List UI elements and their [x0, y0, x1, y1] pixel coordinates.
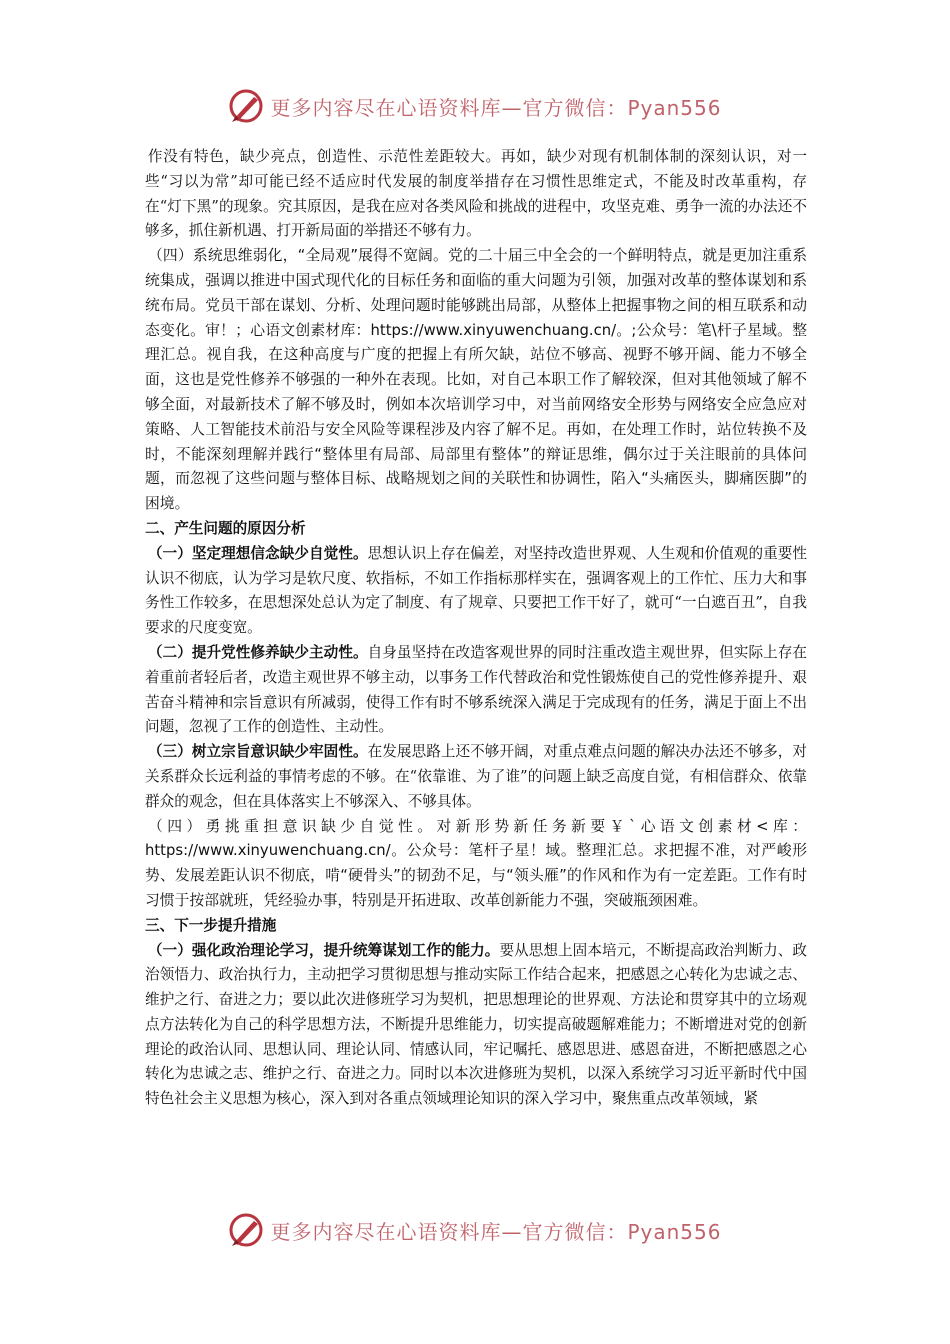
paragraph-7: （四）勇挑重担意识缺少自觉性。对新形势新任务新要￥`心语文创素材<库：https://www.xinyuwenchuang.cn/。公众号：笔杆子星！域。整理汇总。求把握不准，对严峻形势、发展差距认识不彻底，啃“硬骨头”的韧劲不足，与“领头雁”的作风和作为有一定差距。工作有时习惯于按部就班，凭经验办事，特别是开拓进取、改革创新能力不强，突破瓶颈困难。: [145, 817, 807, 909]
paragraph-5-text: 自身虽坚持在改造客观世界的同时注重改造主观世界，但实际上存在着重前者轻后者，改造主观世界不够主动，以事务工作代替政治和党性锻炼使自己的党性修养提升、艰苦奋斗精神和宗旨意识有所减弱，使得工作有时不够系统深入满足于完成现有的任务，满足于面上不出问题，忽视了工作的创造性、主动性。: [145, 643, 807, 736]
paragraph-1: 作没有特色，缺少亮点，创造性、示范性差距较大。再如，缺少对现有机制体制的深刻认识，对一些“习以为常”却可能已经不适应时代发展的制度举措存在习惯性思维定式，不能及时改革重构，存在“灯下黑”的现象。究其原因，是我在应对各类风险和挑战的进程中，攻坚克难、勇争一流的办法还不够多，抓住新机遇、打开新局面的举措还不够有力。: [145, 148, 807, 240]
paragraph-9-text: 要从思想上固本培元，不断提高政治判断力、政治领悟力、政治执行力，主动把学习贯彻思想与推动实际工作结合起来，把感恩之心转化为忠诚之志、维护之行、奋进之力；要以此次进修班学习为契机，把思想理论的世界观、方法论和贯穿其中的立场观点方法转化为自己的科学思想方法，不断提升思维能力，切实提高破题解难能力；不断增进对党的创新理论的政治认同、思想认同、理论认同、情感认同，牢记嘱托、感恩思进、感恩奋进，不断把感恩之心转化为忠诚之志、维护之行、奋进之力。同时以本次进修班为契机，以深入系统学习习近平新时代中国特色社会主义思想为核心，深入到对各重点领域理论知识的深入学习中，聚焦重点改革领域，紧: [145, 941, 807, 1108]
footer-banner-text: 更多内容尽在心语资料库—官方微信：Pyan556: [270, 1219, 722, 1244]
paragraph-6: [145, 740, 807, 814]
paragraph-9-lead: （一）强化政治理论学习，提升统筹谋划工作的能力。: [147, 941, 500, 959]
paragraph-9: [145, 939, 807, 1113]
paragraph-5: [145, 641, 807, 740]
header-banner: [0, 84, 950, 128]
paragraph-4-text: 思想认识上存在偏差，对坚持改造世界观、人生观和价值观的重要性认识不彻底，认为学习是软尺度、软指标，不如工作指标那样实在，强调客观上的工作忙、压力大和事务性工作较多，在思想深处总认为定了制度、有了规章、只要把工作干好了，就可“一白遮百丑”，自我要求的尺度变宽。: [145, 544, 807, 637]
footer-banner: [0, 1208, 950, 1252]
section-heading-2: 二、产生问题的原因分析: [145, 519, 306, 537]
paragraph-4: [145, 542, 807, 641]
paragraph-6-lead: （三）树立宗旨意识缺少牢固性。: [147, 743, 368, 761]
pen-logo-icon: [228, 88, 264, 124]
section-heading-3: 三、下一步提升措施: [145, 916, 277, 934]
header-banner-text: 更多内容尽在心语资料库—官方微信：Pyan556: [270, 95, 722, 120]
document-body: [145, 145, 807, 1112]
pen-logo-icon: [228, 1212, 264, 1248]
paragraph-5-lead: （二）提升党性修养缺少主动性。: [147, 643, 368, 661]
paragraph-4-lead: （一）坚定理想信念缺少自觉性。: [147, 544, 368, 562]
paragraph-6-text: 在发展思路上还不够开阔，对重点难点问题的解决办法还不够多，对关系群众长远利益的事情考虑的不够。在“依靠谁、为了谁”的问题上缺乏高度自觉，有相信群众、依靠群众的观念，但在具体落实上不够深入、不够具体。: [145, 743, 807, 810]
paragraph-2: （四）系统思维弱化，“全局观”展得不宽阔。党的二十届三中全会的一个鲜明特点，就是更加注重系统集成，强调以推进中国式现代化的目标任务和面临的重大问题为引领，加强对改革的整体谋划和系统布局。党员干部在谋划、分析、处理问题时能够跳出局部，从整体上把握事物之间的相互联系和动态变化。审！；心语文创素材库：https://www.xinyuwenchuang.cn/。;公众号：笔\杆子星域。整理汇总。视自我，在这种高度与广度的把握上有所欠缺，站位不够高、视野不够开阔、能力不够全面，这也是党性修养不够强的一种外在表现。比如，对自己本职工作了解较深，但对其他领域了解不够全面，对最新技术了解不够及时，例如本次培训学习中，对当前网络安全形势与网络安全应急应对策略、人工智能技术前沿与安全风险等课程涉及内容了解不足。再如，在处理工作时，站位转换不及时，不能深刻理解并践行“整体里有局部、局部里有整体”的辩证思维，偶尔过于关注眼前的具体问题，而忽视了这些问题与整体目标、战略规划之间的关联性和协调性，陷入“头痛医头，脚痛医脚”的困境。: [145, 247, 807, 513]
